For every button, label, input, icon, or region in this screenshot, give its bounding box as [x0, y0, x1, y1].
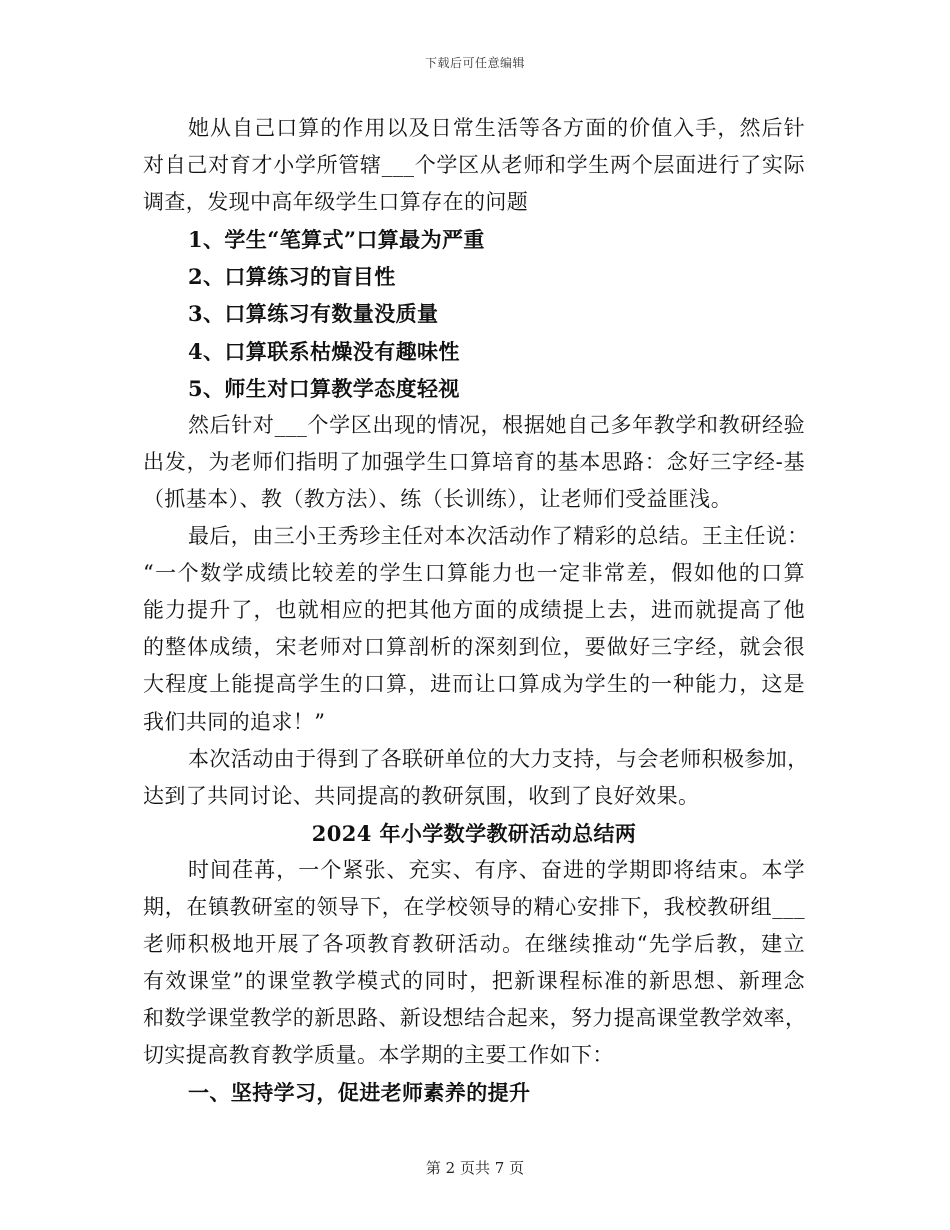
- list-item: 5、师生对口算教学态度轻视: [188, 375, 460, 401]
- paragraph-line: 有效课堂”的课堂教学模式的同时，把新课程标准的新思想、新理念: [143, 969, 805, 994]
- paragraph-line: 本次活动由于得到了各联研单位的大力支持，与会老师积极参加，: [188, 746, 809, 771]
- page-footer: 第 2 页共 7 页: [425, 1159, 525, 1177]
- paragraph-line: 切实提高教育教学质量。本学期的主要工作如下：: [143, 1043, 614, 1068]
- paragraph-line: 时间荏苒，一个紧张、充实、有序、奋进的学期即将结束。本学: [188, 857, 805, 882]
- paragraph-line: 能力提升了，也就相应的把其他方面的成绩提上去，进而就提高了他: [143, 598, 805, 623]
- paragraph-line: 期，在镇教研室的领导下，在学校领导的精心安排下，我校教研组___: [143, 894, 805, 919]
- paragraph-line: 老师积极地开展了各项教育教研活动。在继续推动“先学后教，建立: [143, 932, 805, 957]
- paragraph-approach: [143, 407, 805, 518]
- paragraph-line: 达到了共同讨论、共同提高的教研氛围，收到了良好效果。: [143, 783, 700, 808]
- page-header: 下载后可任意编辑: [424, 56, 525, 70]
- paragraph-semester: [143, 852, 805, 1075]
- list-item: 1、学生“笔算式”口算最为严重: [188, 227, 485, 253]
- paragraph-line: （抓基本）、教（教方法）、练（长训练），让老师们受益匪浅。: [143, 486, 733, 511]
- paragraph-line: 然后针对___个学区出现的情况，根据她自己多年教学和教研经验: [188, 412, 805, 437]
- problem-list: [143, 221, 805, 406]
- list-item: 2、口算练习的盲目性: [188, 264, 396, 290]
- list-item: 4、口算联系枯燥没有趣味性: [188, 338, 460, 364]
- list-item: 3、口算练习有数量没质量: [188, 301, 439, 327]
- paragraph-line: 最后，由三小王秀珍主任对本次活动作了精彩的总结。王主任说：: [188, 524, 809, 549]
- document-body: [143, 110, 809, 1112]
- paragraph-summary: [143, 518, 809, 741]
- paragraph-survey: [143, 110, 805, 221]
- paragraph-line: 她从自己口算的作用以及日常生活等各方面的价值入手，然后针: [188, 116, 805, 140]
- document-title: 2024 年小学数学教研活动总结两: [311, 820, 637, 846]
- paragraph-line: 大程度上能提高学生的口算，进而让口算成为学生的一种能力，这是: [143, 672, 805, 697]
- paragraph-line: 的整体成绩，宋老师对口算剖析的深刻到位，要做好三字经，就会很: [143, 635, 805, 660]
- paragraph-line: 出发，为老师们指明了加强学生口算培育的基本思路：念好三字经-基: [143, 449, 805, 474]
- paragraph-line: 调查，发现中高年级学生口算存在的问题: [143, 190, 529, 215]
- paragraph-line: 我们共同的追求！”: [143, 709, 326, 734]
- paragraph-line: 和数学课堂教学的新思路、新设想结合起来，努力提高课堂教学效率，: [143, 1006, 807, 1031]
- paragraph-line: “一个数学成绩比较差的学生口算能力也一定非常差，假如他的口算: [143, 561, 805, 586]
- paragraph-conclusion: [143, 741, 809, 815]
- paragraph-line: 对自己对育才小学所管辖___个学区从老师和学生两个层面进行了实际: [143, 153, 805, 178]
- section-heading: 一、坚持学习，促进老师素养的提升: [188, 1080, 531, 1106]
